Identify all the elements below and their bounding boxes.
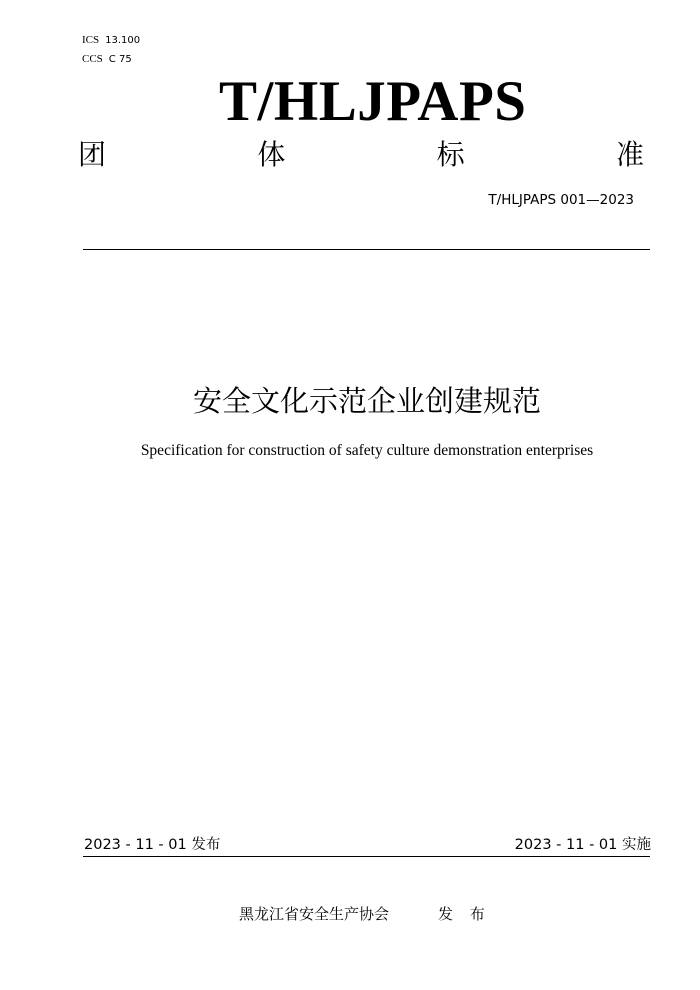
standard-number: T/HLJPAPS 001—2023	[488, 192, 634, 208]
group-standard-char: 体	[257, 138, 286, 171]
document-title-english: Specification for construction of safety culture demonstration enterprises	[140, 442, 594, 459]
ics-value: 13.100	[105, 35, 141, 46]
ccs-code	[82, 53, 132, 66]
publish-label: 发 布	[438, 905, 491, 923]
standard-type-heading: T/HLJPAPS	[219, 70, 527, 133]
footer-divider	[83, 856, 650, 857]
group-standard-char: 准	[615, 138, 644, 171]
group-standard-char: 标	[436, 138, 465, 171]
group-standard-label	[78, 135, 644, 171]
document-title-chinese: 安全文化示范企业创建规范	[192, 384, 541, 418]
implementation-date: 2023 - 11 - 01 实施	[514, 837, 651, 853]
publisher-name: 黑龙江省安全生产协会	[239, 905, 390, 923]
ics-code	[82, 34, 140, 47]
ccs-value: C 75	[108, 54, 132, 65]
header-divider	[83, 249, 650, 250]
release-date: 2023 - 11 - 01 发布	[84, 837, 221, 853]
ics-label: ICS	[82, 34, 100, 46]
ccs-label: CCS	[82, 53, 103, 65]
group-standard-char: 团	[78, 138, 107, 171]
